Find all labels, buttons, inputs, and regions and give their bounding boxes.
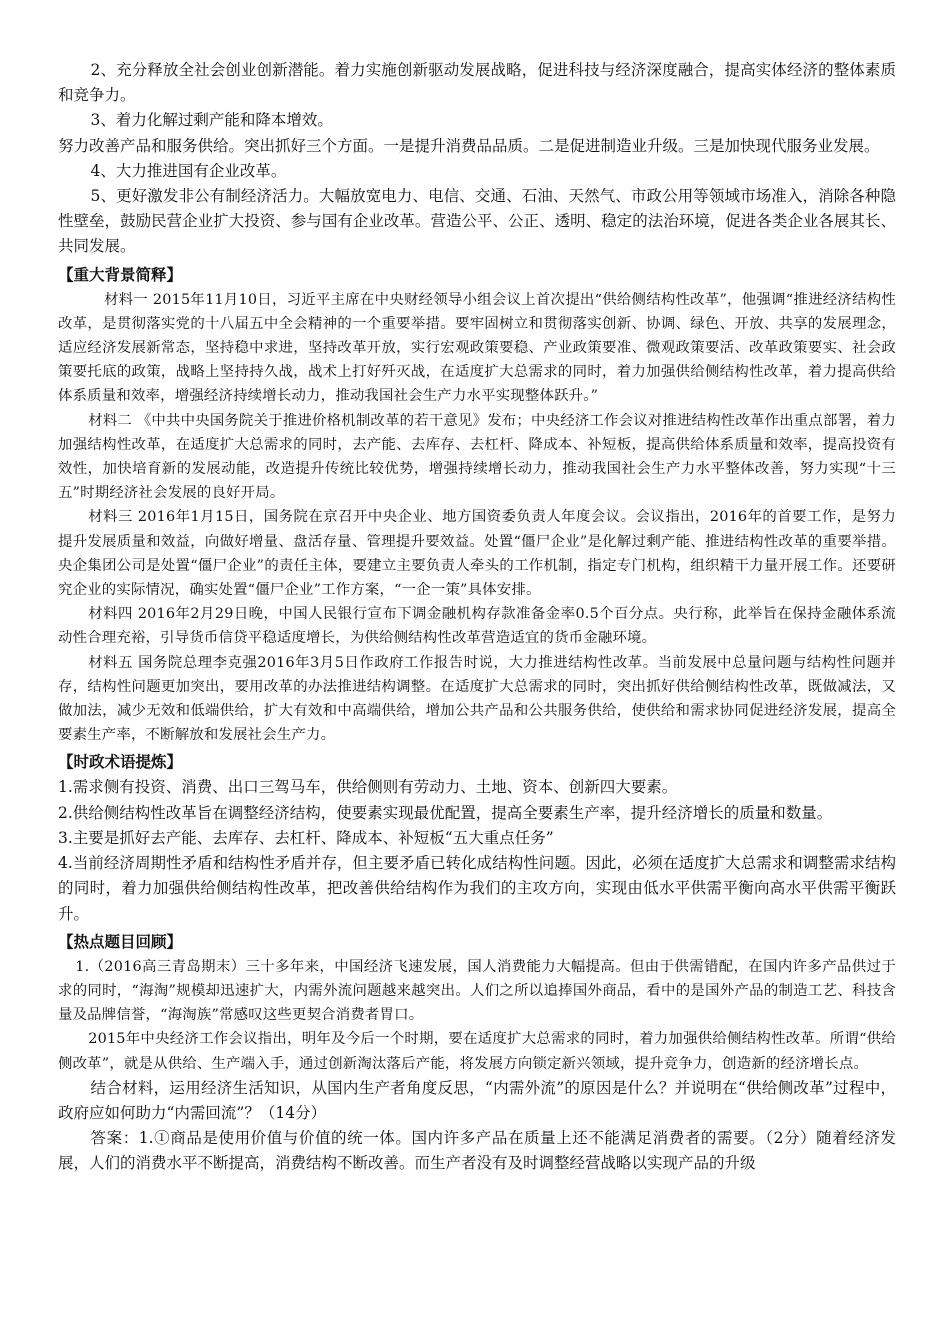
review-question-material [58, 955, 896, 1076]
question-1-prompt: 结合材料，运用经济生活知识，从国内生产者角度反思，“内需外流”的原因是什么？并说明在“供给侧改革”过程中，政府应如何助力“内需回流”？（14分） [58, 1078, 896, 1122]
measure-5: 5、更好激发非公有制经济活力。大幅放宽电力、电信、交通、石油、天然气、市政公用等领域市场准入，消除各种隐性壁垒，鼓励民营企业扩大投资、参与国有企业改革。营造公平、公正、透明、稳定的法治环境，促进各类企业各展其长、共同发展。 [58, 187, 896, 256]
background-heading: 【重大背景简释】 [58, 264, 183, 284]
background-section [58, 288, 896, 748]
material-2: 材料二 《中共中央国务院关于推进价格机制改革的若干意见》发布；中央经济工作会议对推进结构性改革作出重点部署，着力加强结构性改革，在适度扩大总需求的同时，去产能、去库存、去杠杆、降成本、补短板，提高供给体系质量和效率，提高投资有效性，加快培育新的发展动能，改造提升传统比较优势，增强持续增长动力，推动我国社会生产力水平整体改善，努力实现“十三五”时期经济社会发展的良好开局。 [58, 412, 896, 502]
term-4: 4.当前经济周期性矛盾和结构性矛盾并存，但主要矛盾已转化成结构性问题。因此，必须在适度扩大总需求和调整需求结构的同时，着力加强供给侧结构性改革，把改善供给结构作为我们的主攻方向，实现由低水平供需平衡向高水平供需平衡跃升。 [58, 854, 896, 923]
term-1: 1.需求侧有投资、消费、出口三驾马车，供给侧则有劳动力、土地、资本、创新四大要素。 [58, 778, 678, 797]
question-1-answer: 答案：1.①商品是使用价值与价值的统一体。国内许多产品在质量上还不能满足消费者的需要。（2分）随着经济发展，人们的消费水平不断提高，消费结构不断改善。而生产者没有及时调整经营战略以实现产品的升级 [58, 1129, 896, 1173]
measure-3-detail: 努力改善产品和服务供给。突出抓好三个方面。一是提升消费品品质。二是促进制造业升级。三是加快现代服务业发展。 [58, 136, 880, 155]
terms-heading: 【时政术语提炼】 [58, 752, 183, 772]
material-4: 材料四 2016年2月29日晚，中国人民银行宣布下调金融机构存款准备金率0.5个百分点。央行称，此举旨在保持金融体系流动性合理充裕，引导货币信贷平稳适度增长，为供给侧结构性改革营造适宜的货币金融环境。 [58, 606, 896, 647]
material-3: 材料三 2016年1月15日，国务院在京召开中央企业、地方国资委负责人年度会议。会议指出，2016年的首要工作，是努力提升发展质量和效益，向做好增量、盘活存量、管理提升要效益。处置“僵尸企业”是化解过剩产能、推进结构性改革的重要举措。央企集团公司是处置“僵尸企业”的责任主体，要建立主要负责人牵头的工作机制，指定专门机构，组织精干力量开展工作。还要研究企业的实际情况，确实处置“僵尸企业”工作方案，“一企一策”具体安排。 [58, 509, 896, 599]
measure-2: 2、充分释放全社会创业创新潜能。着力实施创新驱动发展战略，促进科技与经济深度融合，提高实体经济的整体素质和竞争力。 [58, 61, 896, 105]
term-3: 3.主要是抓好去产能、去库存、去杠杆、降成本、补短板“五大重点任务” [58, 828, 554, 847]
question-1-material-2: 2015年中央经济工作会议指出，明年及今后一个时期，要在适度扩大总需求的同时，着力加强供给侧结构性改革。所谓“供给侧改革”，就是从供给、生产端入手，通过创新淘汰落后产能，将发展方向锁定新兴领域，提升竞争力，创造新的经济增长点。 [58, 1031, 896, 1072]
material-1: 材料一 2015年11月10日，习近平主席在中央财经领导小组会议上首次提出“供给侧结构性改革”，他强调“推进经济结构性改革，是贯彻落实党的十八届五中全会精神的一个重要举措。要牢固树立和贯彻落实创新、协调、绿色、开放、共享的发展理念，适应经济发展新常态，坚持稳中求进，坚持改革开放，实行宏观政策要稳、产业政策要准、微观政策要活、改革政策要实、社会政策要托底的政策，战略上坚持持久战，战术上打好歼灭战，在适度扩大总需求的同时，着力加强供给侧结构性改革，着力提高供给体系质量和效率，增强经济持续增长动力，推动我国社会生产力水平实现整体跃升。” [58, 291, 896, 405]
document-page [58, 58, 896, 1177]
material-5: 材料五 国务院总理李克强2016年3月5日作政府工作报告时说，大力推进结构性改革。当前发展中总量问题与结构性问题并存，结构性问题更加突出，要用改革的办法推进结构调整。在适度扩大总需求的同时，突出抓好供给侧结构性改革，既做减法，又做加法，减少无效和低端供给，扩大有效和中高端供给，增加公共产品和公共服务供给，使供给和需求协同促进经济发展，提高全要素生产率，不断解放和发展社会生产力。 [58, 654, 896, 744]
measure-4: 4、大力推进国有企业改革。 [90, 161, 287, 180]
review-heading: 【热点题目回顾】 [58, 931, 183, 951]
measure-3: 3、着力化解过剩产能和降本增效。 [90, 111, 333, 130]
question-1-material-1: 1.（2016高三青岛期末）三十多年来，中国经济飞速发展，国人消费能力大幅提高。但由于供需错配，在国内许多产品供过于求的同时，“海淘”规模却迅速扩大，内需外流问题越来越突出。人们之所以追捧国外商品，看中的是国外产品的制造工艺、科技含量及品牌信誉，“海淘族”常感叹这些更契合消费者胃口。 [58, 958, 896, 1024]
term-2: 2.供给侧结构性改革旨在调整经济结构，使要素实现最优配置，提高全要素生产率，提升经济增长的质量和数量。 [58, 803, 833, 822]
